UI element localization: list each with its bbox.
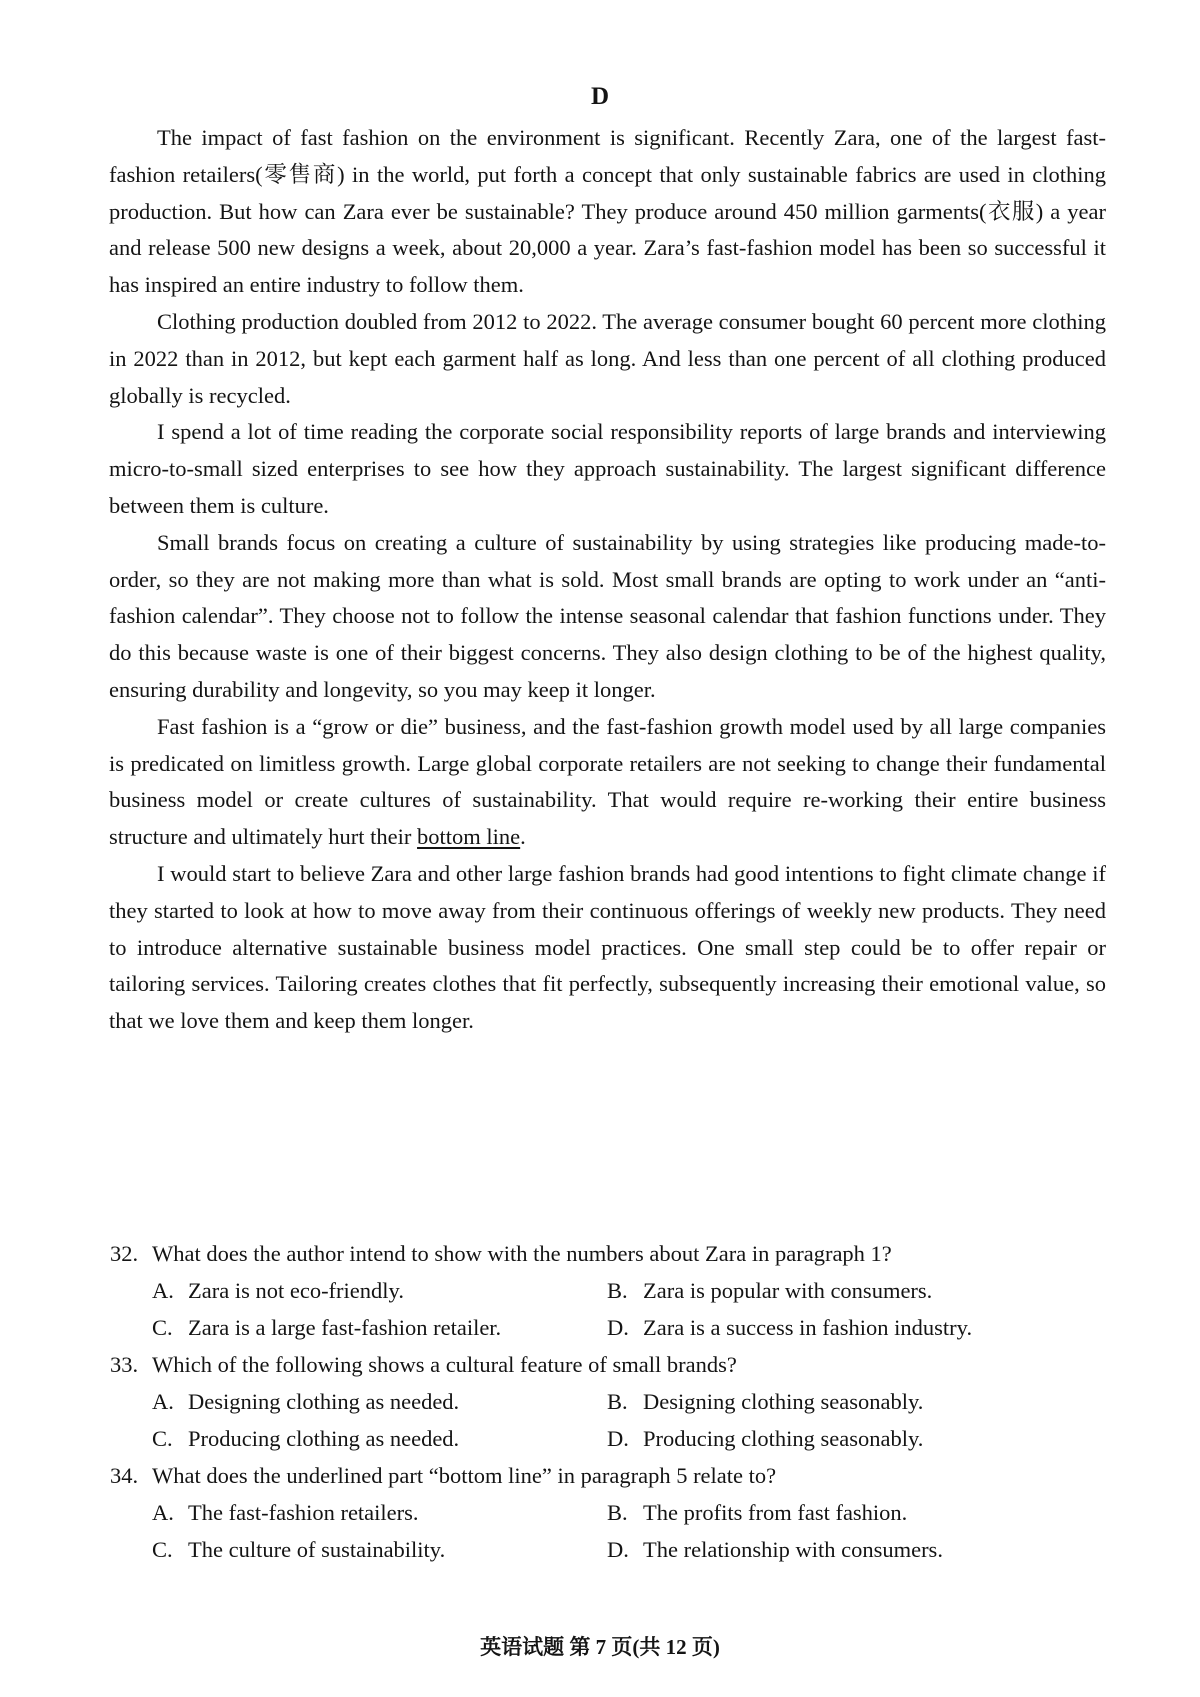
option-d[interactable] bbox=[607, 1309, 1062, 1346]
option-text: Producing clothing as needed. bbox=[188, 1426, 460, 1451]
option-b[interactable] bbox=[607, 1494, 1062, 1531]
option-text: Designing clothing as needed. bbox=[188, 1389, 460, 1414]
option-text: Zara is not eco-friendly. bbox=[188, 1278, 404, 1303]
paragraph-5 bbox=[109, 709, 1106, 856]
option-letter: D. bbox=[607, 1537, 629, 1562]
option-text: Zara is a success in fashion industry. bbox=[643, 1315, 973, 1340]
paragraph-6 bbox=[109, 856, 1106, 1040]
option-text: The relationship with consumers. bbox=[643, 1537, 943, 1562]
option-c[interactable] bbox=[152, 1420, 607, 1457]
option-text: Zara is popular with consumers. bbox=[643, 1278, 933, 1303]
paragraph-3 bbox=[109, 414, 1106, 524]
option-text: The culture of sustainability. bbox=[188, 1537, 446, 1562]
option-text: Zara is a large fast-fashion retailer. bbox=[188, 1315, 502, 1340]
option-text: Producing clothing seasonably. bbox=[643, 1426, 924, 1451]
question-text: Which of the following shows a cultural feature of small brands? bbox=[152, 1352, 737, 1377]
options bbox=[110, 1272, 1100, 1346]
paragraph-2-text: Clothing production doubled from 2012 to 2022. The average consumer bought 60 percent more clothing in 2022 than in 2012, but kept each garment half as long. And less than one percent of all clothing produced globally is recycled. bbox=[109, 308, 1106, 408]
question-32 bbox=[110, 1235, 1100, 1346]
paragraph-1-text: The impact of fast fashion on the environment is significant. Recently Zara, one of the largest fast-fashion retailers(零售商) in the world, put forth a concept that only sustainable fabrics are used in clothing production. But how can Zara ever be sustainable? They produce around 450 million garments(衣服) a year and release 500 new designs a week, about 20,000 a year. Zara’s fast-fashion model has been so successful it has inspired an entire industry to follow them. bbox=[109, 125, 1106, 298]
option-b[interactable] bbox=[607, 1383, 1062, 1420]
paragraph-6-text: I would start to believe Zara and other large fashion brands had good intentions to fight climate change if they started to look at how to move away from their continuous offerings of weekly new products. They need to introduce alternative sustainable business model practices. One small step could be to offer repair or tailoring services. Tailoring creates clothes that fit perfectly, subsequently increasing their emotional value, so that we love them and keep them longer. bbox=[109, 860, 1106, 1034]
underlined-phrase: bottom line bbox=[417, 824, 521, 850]
question-text: What does the underlined part “bottom line” in paragraph 5 relate to? bbox=[152, 1463, 777, 1488]
paragraph-5-text: Fast fashion is a “grow or die” business, and the fast-fashion growth model used by all large companies is predicated on limitless growth. Large global corporate retailers are not seeking to change their fundamental business model or create cultures of sustainability. That would require re-working their entire business structure and ultimately hurt their bbox=[109, 713, 1106, 850]
question-text: What does the author intend to show with the numbers about Zara in paragraph 1? bbox=[152, 1241, 892, 1266]
options bbox=[110, 1383, 1100, 1457]
section-title: D bbox=[590, 83, 610, 110]
option-letter: C. bbox=[152, 1537, 173, 1562]
option-a[interactable] bbox=[152, 1383, 607, 1420]
option-d[interactable] bbox=[607, 1531, 1062, 1568]
option-d[interactable] bbox=[607, 1420, 1062, 1457]
question-stem bbox=[110, 1235, 1100, 1272]
paragraph-5-end: . bbox=[520, 824, 526, 850]
option-b[interactable] bbox=[607, 1272, 1062, 1309]
option-letter: C. bbox=[152, 1426, 173, 1451]
option-letter: A. bbox=[152, 1500, 174, 1525]
question-list bbox=[110, 1235, 1100, 1568]
options bbox=[110, 1494, 1100, 1568]
question-stem bbox=[110, 1346, 1100, 1383]
option-letter: B. bbox=[607, 1278, 628, 1303]
option-text: Designing clothing seasonably. bbox=[643, 1389, 924, 1414]
paragraph-4 bbox=[109, 525, 1106, 709]
option-letter: B. bbox=[607, 1500, 628, 1525]
option-a[interactable] bbox=[152, 1272, 607, 1309]
reading-passage bbox=[109, 120, 1106, 1040]
option-a[interactable] bbox=[152, 1494, 607, 1531]
paragraph-4-text: Small brands focus on creating a culture of sustainability by using strategies like producing made-to-order, so they are not making more than what is sold. Most small brands are opting to work under an “anti-fashion calendar”. They choose not to follow the intense seasonal calendar that fashion functions under. They do this because waste is one of their biggest concerns. They also design clothing to be of the highest quality, ensuring durability and longevity, so you may keep it longer. bbox=[109, 529, 1106, 702]
paragraph-2 bbox=[109, 304, 1106, 414]
question-stem bbox=[110, 1457, 1100, 1494]
question-number: 34. bbox=[110, 1463, 139, 1488]
option-c[interactable] bbox=[152, 1531, 607, 1568]
option-c[interactable] bbox=[152, 1309, 607, 1346]
option-letter: D. bbox=[607, 1426, 629, 1451]
page-footer: 英语试题 第 7 页(共 12 页) bbox=[480, 1635, 720, 1659]
option-letter: B. bbox=[607, 1389, 628, 1414]
option-letter: C. bbox=[152, 1315, 173, 1340]
question-number: 33. bbox=[110, 1352, 139, 1377]
option-text: The fast-fashion retailers. bbox=[188, 1500, 419, 1525]
question-number: 32. bbox=[110, 1241, 139, 1266]
option-letter: A. bbox=[152, 1278, 174, 1303]
option-letter: A. bbox=[152, 1389, 174, 1414]
paragraph-3-text: I spend a lot of time reading the corporate social responsibility reports of large brands and interviewing micro-to-small sized enterprises to see how they approach sustainability. The largest significant difference between them is culture. bbox=[109, 419, 1106, 518]
option-text: The profits from fast fashion. bbox=[643, 1500, 908, 1525]
option-letter: D. bbox=[607, 1315, 629, 1340]
question-33 bbox=[110, 1346, 1100, 1457]
paragraph-1 bbox=[109, 120, 1106, 304]
question-34 bbox=[110, 1457, 1100, 1568]
